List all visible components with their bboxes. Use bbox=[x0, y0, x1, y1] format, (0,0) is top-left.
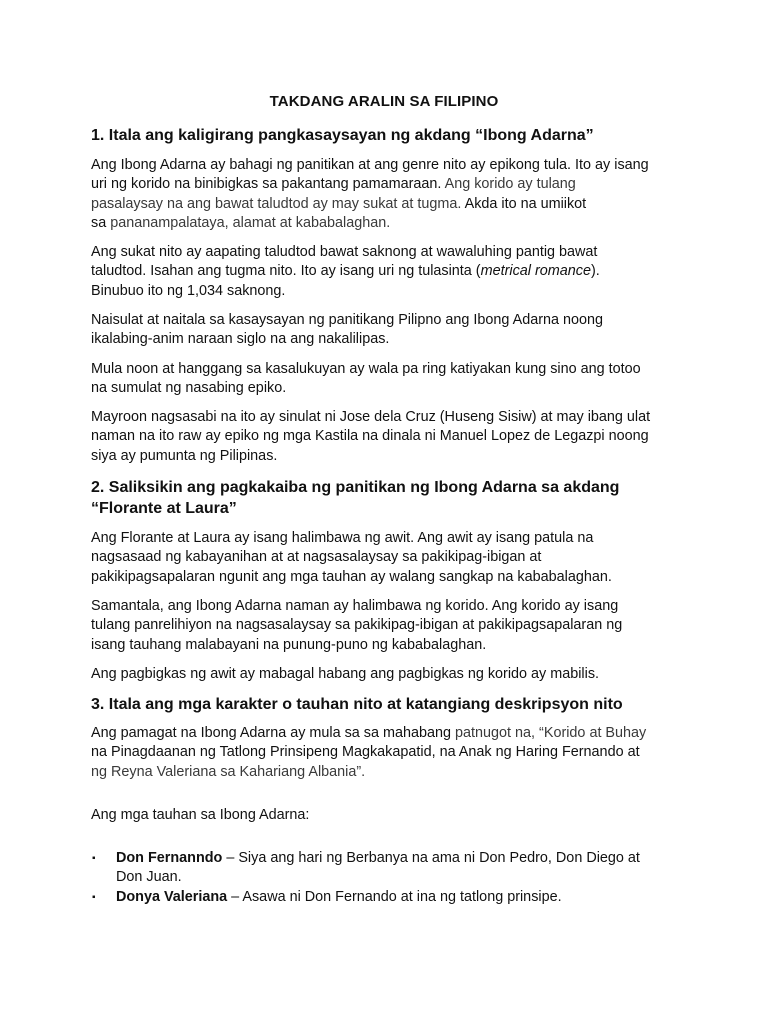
text-line: Ang pagbigkas ng awit ay mabagal habang ang pagbigkas ng korido ay mabilis. bbox=[91, 666, 600, 682]
text-line: Ang Florante at Laura ay isang halimbawa ng awit. Ang awit ay isang patula na bbox=[91, 530, 594, 546]
text-line: nagsasaad ng kabayanihan at at nagsasalaysay sa pakikipag-ibigan at bbox=[91, 549, 542, 566]
section-3-paragraph-1 bbox=[91, 724, 691, 782]
heading-line: 2. Saliksikin ang pagkakaiba ng panitikan ng Ibong Adarna sa akdang bbox=[91, 479, 620, 496]
character-description: Donya Valeriana – Asawa ni Don Fernando at ina ng tatlong prinsipe. bbox=[116, 888, 562, 905]
text-line: Ang mga tauhan sa Ibong Adarna: bbox=[91, 807, 310, 823]
section-3-paragraph-2 bbox=[91, 806, 691, 825]
character-list bbox=[91, 849, 691, 907]
bullet-icon: ▪ bbox=[92, 853, 96, 864]
character-name: Don Fernanndo bbox=[116, 850, 223, 866]
character-name: Donya Valeriana bbox=[116, 888, 228, 905]
text-line: Ang pamagat na Ibong Adarna ay mula sa sa mahabang patnugot na, “Korido at Buhay bbox=[91, 725, 647, 741]
text-line: Binubuo ito ng 1,034 saknong. bbox=[91, 282, 286, 299]
section-1-paragraph-1 bbox=[91, 156, 691, 234]
section-2-heading bbox=[91, 477, 691, 519]
text-line: pasalaysay na ang bawat taludtod ay may sukat at tugma. Akda ito na umiikot bbox=[91, 195, 587, 212]
text-line: isang tauhang malabayani na punung-puno ng kababalaghan. bbox=[91, 636, 487, 653]
bullet-icon: ▪ bbox=[92, 891, 96, 903]
text-line: Samantala, ang Ibong Adarna naman ay halimbawa ng korido. Ang korido ay isang bbox=[91, 598, 619, 614]
text-line: pakikipagsapalaran ngunit ang mga tauhan ay walang sangkap na kababalaghan. bbox=[91, 568, 612, 585]
section-1-paragraph-5 bbox=[91, 408, 691, 466]
text-line: sa pananampalataya, alamat at kababalaghan. bbox=[91, 215, 391, 232]
text-line: Ang Ibong Adarna ay bahagi ng panitikan at ang genre nito ay epikong tula. Ito ay isang bbox=[91, 157, 649, 173]
text-line: Ang sukat nito ay aapating taludtod bawat saknong at wawaluhing pantig bawat bbox=[91, 244, 598, 260]
section-1-paragraph-3 bbox=[91, 311, 691, 350]
heading-line: “Florante at Laura” bbox=[91, 500, 237, 517]
text-line: tulang panrelihiyon na nagsasalaysay sa pakikipag-ibigan at pakikipagsapalaran ng bbox=[91, 617, 623, 634]
list-item bbox=[91, 888, 691, 907]
list-item bbox=[91, 849, 691, 888]
section-1-paragraph-2 bbox=[91, 243, 691, 301]
text-line: Mula noon at hanggang sa kasalukuyan ay wala pa ring katiyakan kung sino ang totoo bbox=[91, 361, 641, 377]
section-2-paragraph-2 bbox=[91, 597, 691, 655]
character-description: Don Fernanndo – Siya ang hari ng Berbanya na ama ni Don Pedro, Don Diego at Don Juan. bbox=[116, 850, 640, 886]
section-2-paragraph-3 bbox=[91, 665, 691, 684]
text-line: uri ng korido na binibigkas sa pakantang pamamaraan. Ang korido ay tulang bbox=[91, 176, 576, 193]
text-line: ng Reyna Valeriana sa Kahariang Albania”. bbox=[91, 763, 366, 780]
text-line: naman na ito raw ay epiko ng mga Kastila na dinala ni Manuel Lopez de Legazpi noong bbox=[91, 428, 649, 445]
section-2-paragraph-1 bbox=[91, 529, 691, 587]
text-line: taludtod. Isahan ang tugma nito. Ito ay isang uri ng tulasinta (metrical romance). bbox=[91, 263, 600, 280]
section-1-paragraph-4 bbox=[91, 360, 691, 399]
text-line: Mayroon nagsasabi na ito ay sinulat ni Jose dela Cruz (Huseng Sisiw) at may ibang ulat bbox=[91, 409, 651, 425]
page-title: TAKDANG ARALIN SA FILIPINO bbox=[269, 93, 499, 110]
text-line: na sumulat ng nasabing epiko. bbox=[91, 380, 287, 397]
section-3-heading: 3. Itala ang mga karakter o tauhan nito at katangiang deskripsyon nito bbox=[91, 696, 623, 713]
text-line: ikalabing-anim naraan siglo na ang nakalilipas. bbox=[91, 331, 390, 348]
text-line: Naisulat at naitala sa kasaysayan ng panitikang Pilipno ang Ibong Adarna noong bbox=[91, 312, 604, 328]
text-line: na Pinagdaanan ng Tatlong Prinsipeng Magkakapatid, na Anak ng Haring Fernando at bbox=[91, 744, 640, 761]
section-1-heading: 1. Itala ang kaligirang pangkasaysayan ng akdang “Ibong Adarna” bbox=[91, 127, 594, 144]
text-line: siya ay pumunta ng Pilipinas. bbox=[91, 447, 278, 464]
